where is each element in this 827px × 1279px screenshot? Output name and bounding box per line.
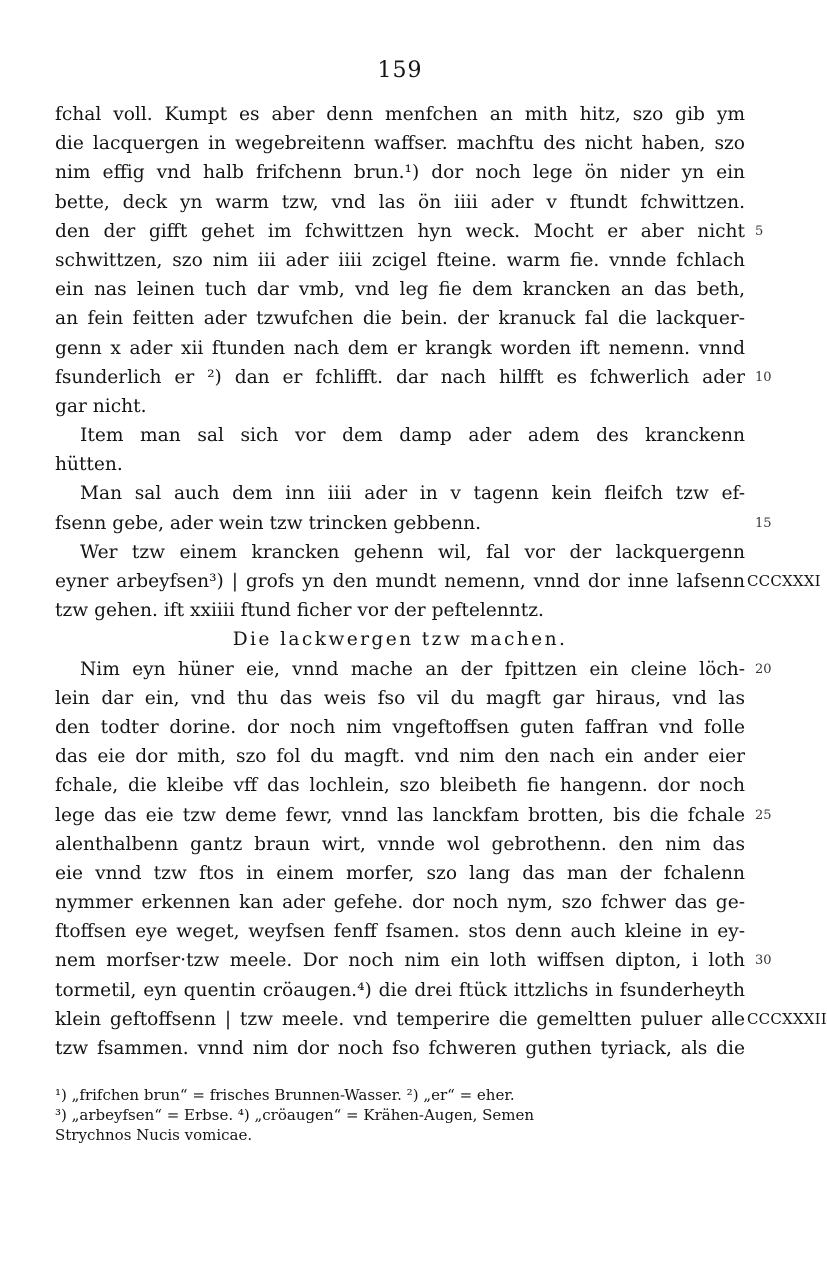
text-line — [55, 917, 745, 946]
line-text: den der gifft gehet im fchwittzen hyn weck. Mocht er aber nicht — [55, 220, 745, 242]
text-line — [55, 1034, 745, 1063]
text-line — [55, 596, 745, 625]
line-text: bette, deck yn warm tzw, vnd las ön iiii ader v ftundt fchwittzen. — [55, 191, 745, 213]
line-text: an fein feitten ader tzwufchen die bein. der kranuck fal die lackquer- — [55, 308, 745, 330]
footnote: Strychnos Nucis vomicae. — [55, 1126, 253, 1144]
line-text: lege das eie tzw deme fewr, vnnd las lanckfam brotten, bis die fchale — [55, 804, 745, 826]
line-text: Nim eyn hüner eie, vnnd mache an der fpittzen ein cleine löch- — [80, 658, 745, 680]
line-text: ein nas leinen tuch dar vmb, vnd leg fie dem krancken an das beth, — [55, 279, 745, 301]
line-text: tormetil, eyn quentin cröaugen.⁴) die drei ftück ittzlichs in fsunderheyth — [55, 979, 745, 1001]
text-line — [55, 713, 745, 742]
footnote: ¹) „frifchen brun“ = frisches Brunnen-Wasser. ²) „er“ = eher. — [55, 1086, 515, 1104]
main-text — [55, 100, 827, 1063]
text-line — [55, 625, 745, 654]
line-text: nymmer erkennen kan ader gefehe. dor noch nym, szo fchwer das ge- — [55, 892, 745, 914]
text-line — [55, 217, 764, 246]
text-line — [55, 479, 745, 508]
text-line — [55, 655, 772, 684]
line-number: 20 — [755, 661, 772, 677]
line-text: Item man sal sich vor dem damp ader adem des kranckenn — [80, 425, 745, 447]
line-number: 15 — [755, 515, 772, 531]
text-line — [55, 801, 772, 830]
line-text: nim effig vnd halb frifchenn brun.¹) dor noch lege ön nider yn ein — [55, 162, 745, 184]
line-text: Man sal auch dem inn iiii ader in v tagenn kein fleifch tzw ef- — [80, 483, 745, 505]
text-line — [55, 275, 745, 304]
text-line — [55, 538, 745, 567]
line-text: klein geftoffsenn | tzw meele. vnd temperire die gemeltten puluer alle — [55, 1008, 745, 1030]
line-text: fsunderlich er ²) dan er fchlifft. dar nach hilfft es fchwerlich ader — [55, 366, 745, 388]
text-line — [55, 158, 745, 187]
text-line — [55, 742, 745, 771]
text-line — [55, 509, 772, 538]
line-text: hütten. — [55, 454, 123, 476]
text-line — [55, 334, 745, 363]
text-line — [55, 567, 821, 596]
line-number: 10 — [755, 369, 772, 385]
line-text: eyner arbeyfsen³) | grofs yn den mundt nemenn, vnnd dor inne lafsenn — [55, 571, 745, 592]
line-text: schwittzen, szo nim iii ader iiii zcigel fteine. warm fie. vnnde fchlach — [55, 249, 745, 271]
line-text: fchal voll. Kumpt es aber denn menfchen an mith hitz, szo gib ym — [55, 104, 745, 125]
line-text: Wer tzw einem krancken gehenn wil, fal vor der lackquergenn — [80, 541, 745, 563]
line-text: lein dar ein, vnd thu das weis fso vil du magft gar hiraus, vnd las — [55, 687, 745, 709]
text-line — [55, 859, 745, 888]
line-text: nem morfser·tzw meele. Dor noch nim ein loth wiffsen dipton, i loth — [55, 950, 745, 972]
text-line — [55, 450, 745, 479]
line-number: 25 — [755, 807, 772, 823]
text-line — [55, 188, 745, 217]
line-text: tzw fsammen. vnnd nim dor noch fso fchweren guthen tyriack, als die — [55, 1038, 745, 1059]
line-text: alenthalbenn gantz braun wirt, vnnde wol gebrothenn. den nim das — [55, 833, 745, 855]
page-number: 159 — [377, 58, 423, 83]
line-text: das eie dor mith, szo fol du magft. vnd nim den nach ein ander eier — [55, 746, 745, 768]
line-text: gar nicht. — [55, 395, 147, 417]
text-line — [55, 304, 745, 333]
text-line — [55, 946, 772, 975]
text-line — [55, 421, 745, 450]
text-line — [55, 392, 745, 421]
line-number: 5 — [755, 223, 764, 239]
text-line — [55, 363, 772, 392]
line-text: eie vnnd tzw ftos in einem morfer, szo lang das man der fchalenn — [55, 862, 745, 884]
text-line — [55, 129, 745, 158]
line-number: 30 — [755, 953, 772, 969]
folio-reference: CCCXXXII — [747, 1009, 827, 1028]
line-text: Die lackwergen tzw machen. — [232, 629, 568, 651]
text-line — [55, 100, 745, 129]
line-text: fchale, die kleibe vff das lochlein, szo bleibeth fie hangenn. dor noch — [55, 775, 745, 797]
text-line — [55, 1005, 827, 1034]
line-text: tzw gehen. ift xxiiii ftund ficher vor der peftelenntz. — [55, 600, 544, 622]
line-text: den todter dorine. dor noch nim vngeftoffsen guten faffran vnd folle — [55, 716, 745, 738]
line-text: ftoffsen eye weget, weyfsen fenff fsamen. stos denn auch kleine in ey- — [55, 921, 745, 943]
text-line — [55, 830, 745, 859]
line-text: die lacquergen in wegebreitenn waffser. machftu des nicht haben, szo — [55, 133, 745, 155]
text-line — [55, 888, 745, 917]
footnote: ³) „arbeyfsen“ = Erbse. ⁴) „cröaugen“ = Krähen-Augen, Semen — [55, 1106, 535, 1124]
text-line — [55, 246, 745, 275]
line-text: genn x ader xii ftunden nach dem er krangk worden ift nemenn. vnnd — [55, 337, 745, 359]
text-line — [55, 976, 745, 1005]
text-line — [55, 684, 745, 713]
line-text: fsenn gebe, ader wein tzw trincken gebbenn. — [55, 512, 481, 534]
folio-reference: CCCXXXI — [747, 572, 821, 590]
text-line — [55, 771, 745, 800]
footnotes — [55, 1085, 745, 1145]
